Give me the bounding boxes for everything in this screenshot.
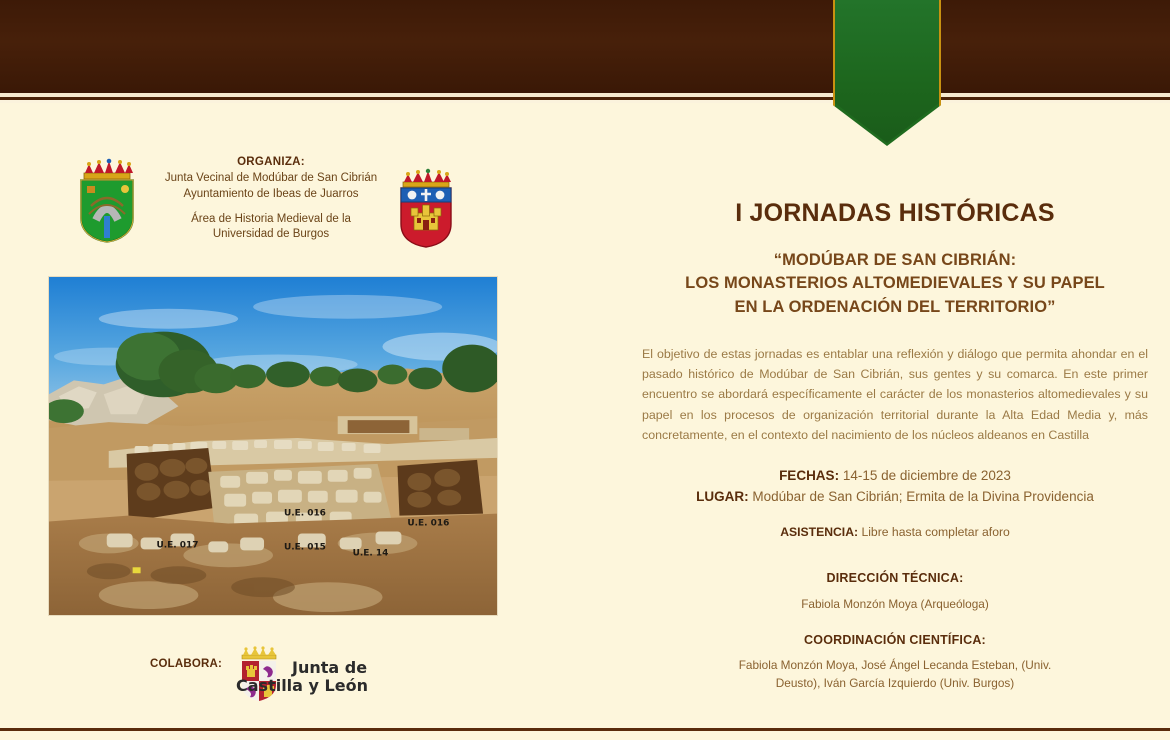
- excavation-photo: [48, 276, 498, 616]
- event-details: [640, 465, 1150, 543]
- fechas-label: FECHAS:: [779, 467, 840, 483]
- svg-text:U.E. 016: U.E. 016: [407, 518, 450, 529]
- page-title: I JORNADAS HISTÓRICAS: [735, 199, 1055, 227]
- top-header-band: [0, 0, 1170, 93]
- svg-text:U.E. 015: U.E. 015: [283, 542, 326, 553]
- left-column: [0, 103, 560, 740]
- direccion-tecnica-name: Fabiola Monzón Moya (Arqueóloga): [801, 596, 989, 611]
- coat-of-arms-ibeas-de-juarros-icon: [78, 158, 136, 244]
- subtitle-line-1: “MODÚBAR DE SAN CIBRIÁN:: [773, 251, 1017, 269]
- junta-logo-line-1: Junta de: [292, 658, 368, 677]
- colabora-block: [150, 645, 480, 715]
- junta-castilla-leon-wordmark: [236, 658, 448, 695]
- excavation-photo-image: [49, 277, 497, 615]
- svg-text:U.E. 016: U.E. 016: [283, 508, 326, 519]
- right-column: [640, 103, 1150, 692]
- lugar-label: LUGAR:: [696, 489, 749, 505]
- asistencia-row: [640, 523, 1150, 542]
- svg-text:U.E. 017: U.E. 017: [156, 540, 199, 551]
- subtitle-line-3: EN LA ORDENACIÓN DEL TERRITORIO”: [734, 297, 1056, 316]
- organiza-line-1: Junta Vecinal de Modúbar de San Cibrián: [164, 171, 378, 184]
- coordinacion-cientifica-line-2: Deusto), Iván García Izquierdo (Univ. Burgos): [775, 675, 1015, 690]
- lugar-row: [640, 486, 1150, 507]
- spacer: [140, 203, 402, 212]
- junta-de-castilla-y-leon-logo: [234, 645, 449, 709]
- direccion-tecnica-title: DIRECCIÓN TÉCNICA:: [826, 570, 964, 585]
- svg-text:U.E. 14: U.E. 14: [352, 548, 389, 559]
- asistencia-label: ASISTENCIA:: [780, 525, 859, 540]
- page-subtitle: [640, 249, 1150, 319]
- organiza-line-4: Universidad de Burgos: [212, 228, 330, 241]
- organiza-line-3: Área de Historia Medieval de la: [191, 212, 351, 225]
- subtitle-line-2: LOS MONASTERIOS ALTOMEDIEVALES Y SU PAPEL: [685, 274, 1105, 293]
- organiza-block: [78, 155, 498, 255]
- colabora-label: COLABORA:: [150, 658, 223, 670]
- description-paragraph: El objetivo de estas jornadas es entablar una reflexión y diálogo que permita ahondar en el pasado histórico de Modúbar de San Cibrián, sus gentes y su comarca. En este primer encuentro se abordará específicamente el carácter de los monasterios altomedievales y su papel en los procesos de organización territorial durante la Alta Edad Media y, más concretamente, en el contexto del nacimiento de los núcleos aldeanos en Castilla: [642, 347, 1148, 442]
- organiza-text: [140, 155, 402, 243]
- junta-logo-line-2: Castilla y León: [236, 675, 368, 695]
- coordinacion-cientifica-line-1: Fabiola Monzón Moya, José Ángel Lecanda Esteban, (Univ.: [738, 657, 1052, 672]
- asistencia-value: Libre hasta completar aforo: [858, 525, 1010, 540]
- coat-of-arms-burgos-icon: [398, 168, 454, 248]
- organiza-title: ORGANIZA:: [237, 156, 305, 168]
- fechas-row: [640, 465, 1150, 486]
- lugar-value: Modúbar de San Cibrián; Ermita de la Divina Providencia: [748, 489, 1094, 505]
- fechas-value: 14-15 de diciembre de 2023: [839, 467, 1011, 483]
- credits-block: [640, 568, 1150, 692]
- spacer: [640, 614, 1150, 630]
- organiza-line-2: Ayuntamiento de Ibeas de Juarros: [183, 187, 359, 200]
- coordinacion-cientifica-title: COORDINACIÓN CIENTÍFICA:: [804, 632, 986, 647]
